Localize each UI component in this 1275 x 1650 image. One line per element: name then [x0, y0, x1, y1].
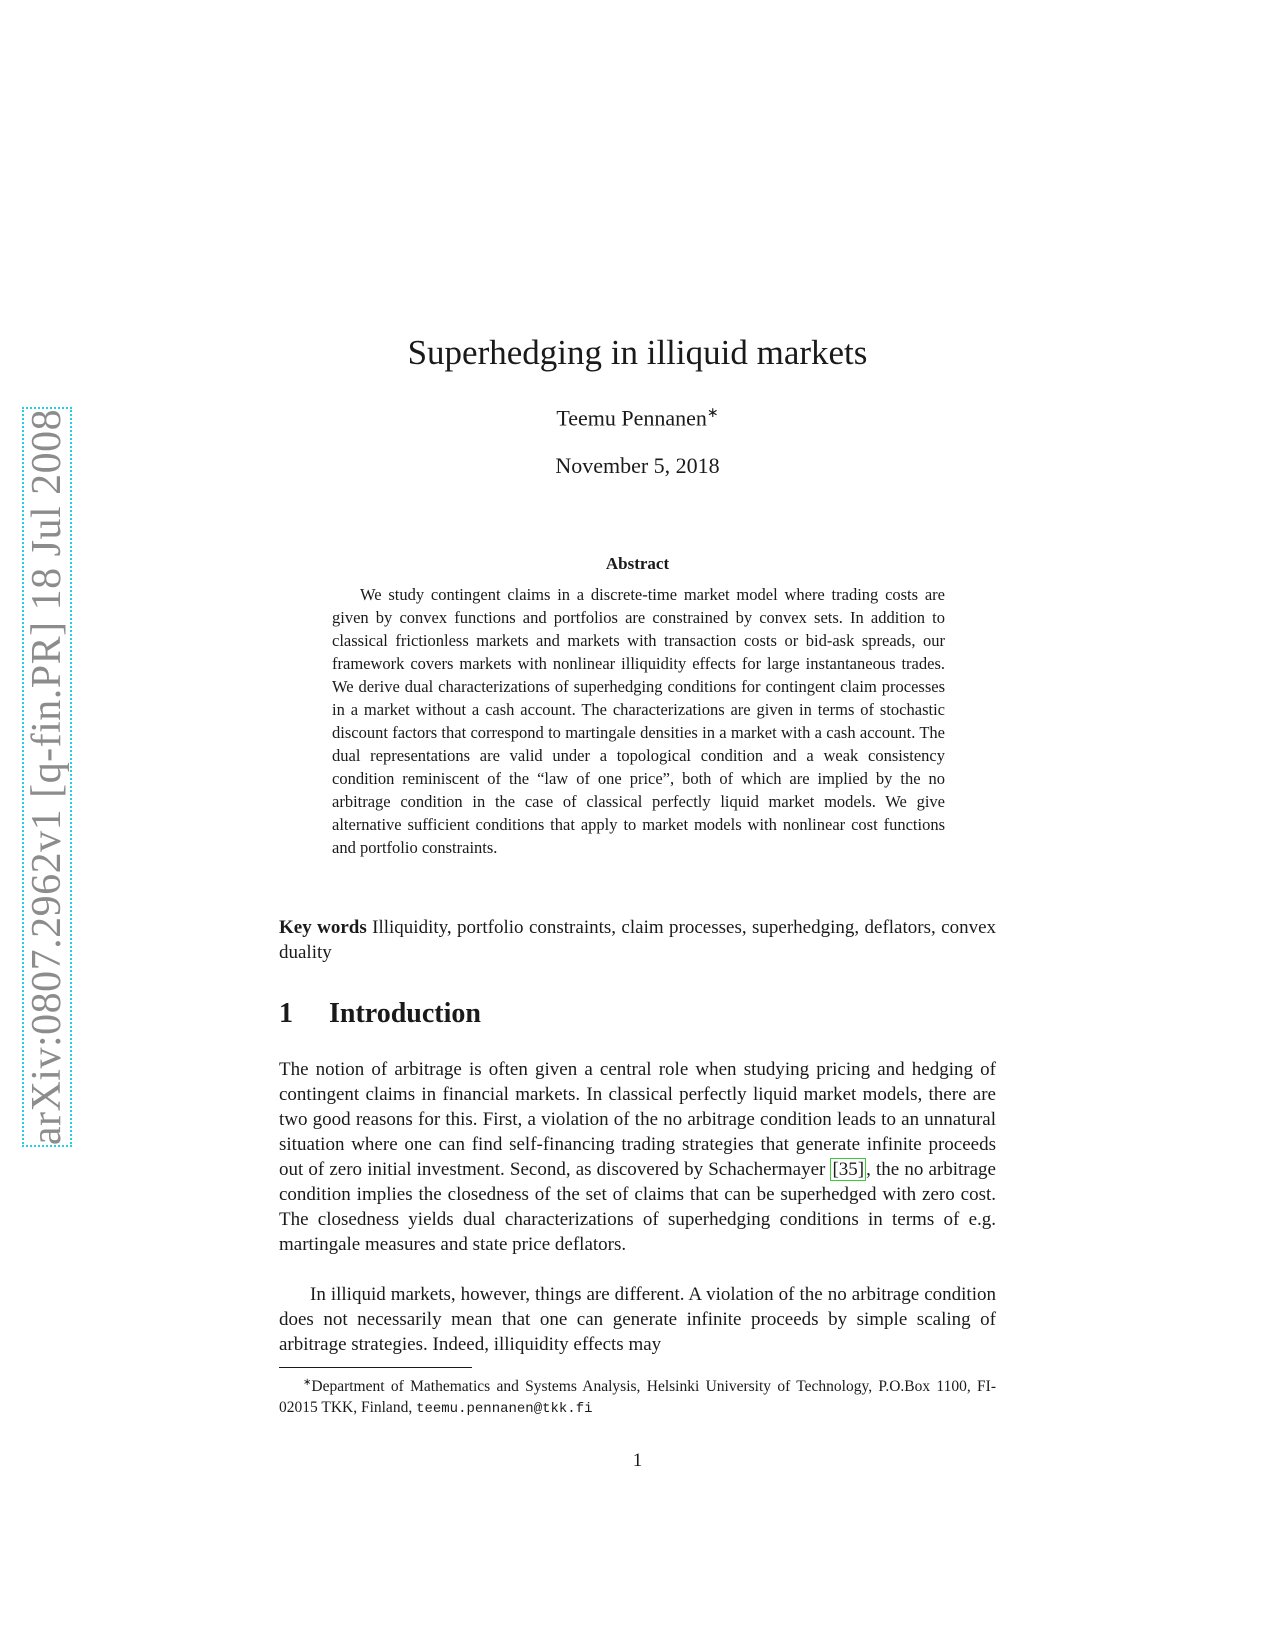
section-heading-introduction — [279, 998, 996, 1030]
abstract-text: We study contingent claims in a discrete-time market model where trading costs are given by convex functions and portfolios are constrained by convex sets. In addition to classical frictionless markets and markets with transaction costs or bid-ask spreads, our framework covers markets with nonlinear illiquidity effects for large instantaneous trades. We derive dual characterizations of superhedging conditions for contingent claim processes in a market without a cash account. The characterizations are given in terms of stochastic discount factors that correspond to martingale densities in a market with a cash account. The dual representations are valid under a topological condition and a weak consistency condition reminiscent of the “law of one price”, both of which are implied by the no arbitrage condition in the case of classical perfectly liquid market models. We give alternative sufficient conditions that apply to market models with nonlinear cost functions and portfolio constraints. — [332, 585, 945, 857]
arxiv-identifier-stamp[interactable] — [22, 407, 72, 1147]
author-email: teemu.pennanen@tkk.fi — [416, 1401, 593, 1418]
author-footnote-mark: ∗ — [706, 406, 719, 421]
section-number: 1 — [279, 998, 293, 1029]
intro-paragraph-2: In illiquid markets, however, things are different. A violation of the no arbitrage condition does not necessarily mean that one can generate infinite proceeds by simple scaling of arbitrage strategies. Indeed, illiquidity effects may — [279, 1284, 996, 1355]
section-title: Introduction — [329, 998, 481, 1029]
paper-date: November 5, 2018 — [555, 453, 720, 478]
intro-paragraph-1 — [279, 1057, 996, 1257]
paper-title: Superhedging in illiquid markets — [407, 333, 868, 372]
citation-link[interactable]: [35] — [832, 1159, 865, 1180]
footnote — [279, 1372, 996, 1420]
footnote-mark: ∗ — [303, 1377, 312, 1388]
footnote-divider — [279, 1367, 472, 1368]
paragraph-text: , the no arbitrage condition implies the closedness of the set of claims that can be superhedged with zero cost. The closedness yields dual characterizations of superhedging conditions in terms of e.g. martingale measures and state price deflators. — [279, 1159, 996, 1255]
keywords-label: Key words — [279, 917, 367, 938]
arxiv-identifier-text: arXiv:0807.2962v1 [q-fin.PR] 18 Jul 2008 — [24, 408, 70, 1146]
abstract-heading: Abstract — [605, 554, 670, 573]
page-number: 1 — [632, 1450, 643, 1471]
author-name: Teemu Pennanen — [556, 405, 707, 431]
paragraph-text: The notion of arbitrage is often given a central role when studying pricing and hedging of contingent claims in financial markets. In classical perfectly liquid market models, there are two good reasons for this. First, a violation of the no arbitrage condition leads to an unnatural situation where one can find self-financing trading strategies that generate infinite proceeds out of zero initial investment. Second, as discovered by Schachermayer — [279, 1059, 996, 1180]
footnote-text: Department of Mathematics and Systems Analysis, Helsinki University of Technology, P.O.Box 1100, FI-02015 TKK, Finland, — [279, 1378, 996, 1417]
author-line — [279, 405, 996, 431]
keywords — [279, 915, 996, 965]
keywords-text: Illiquidity, portfolio constraints, claim processes, superhedging, deflators, convex duality — [279, 917, 996, 963]
